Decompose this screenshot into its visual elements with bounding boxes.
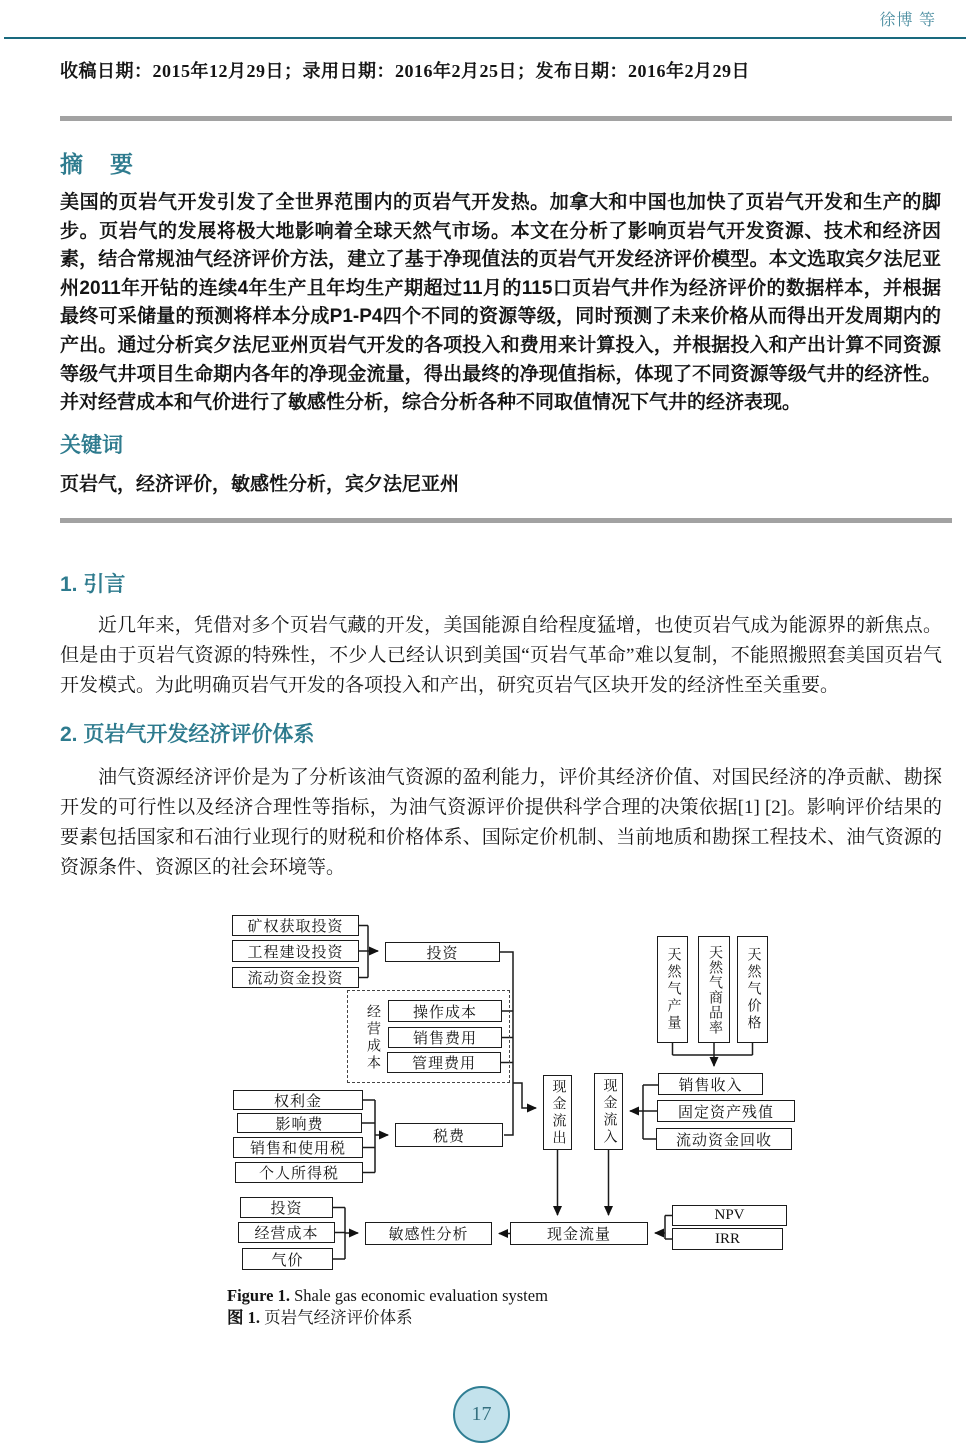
node-operating-cost-sensitivity: 经营成本 (238, 1222, 335, 1243)
node-cash-flow: 现金流量 (510, 1222, 648, 1245)
node-admin-expense: 管理费用 (387, 1052, 501, 1073)
node-impact-fee: 影响费 (237, 1113, 362, 1133)
node-sales-use-tax: 销售和使用税 (233, 1137, 363, 1158)
section-separator (60, 518, 952, 523)
keywords-text: 页岩气，经济评价，敏感性分析，宾夕法尼亚州 (60, 474, 460, 495)
figure-1-caption (227, 1285, 548, 1329)
node-personal-income-tax: 个人所得税 (235, 1162, 363, 1183)
node-operation-cost: 操作成本 (388, 1000, 502, 1022)
node-royalty: 权利金 (233, 1090, 363, 1110)
node-working-capital-recovery: 流动资金回收 (656, 1128, 792, 1150)
header-rule (4, 37, 966, 39)
page-number: 17 (471, 1403, 492, 1425)
abstract-text: 美国的页岩气开发引发了全世界范围内的页岩气开发热。加拿大和中国也加快了页岩气开发和生产的脚步。页岩气的发展将极大地影响着全球天然气市场。本文在分析了影响页岩气开发资源、技术和经济因素，结合常规油气经济评价方法，建立了基于净现值法的页岩气开发经济评价模型。本文选取宾夕法尼亚州2011年开钻的连续4年生产且年均生产期超过11月的115口页岩气井作为经济评价的数据样本，并根据最终可采储量的预测将样本分成P1-P4四个不同的资源等级，同时预测了未来价格从而得出开发周期内的产出。通过分析宾夕法尼亚州页岩气开发的各项投入和费用来计算投入，并根据投入和产出计算不同资源等级气井项目生命期内各年的净现金流量，得出最终的净现值指标，体现了不同资源等级气井的经济性。并对经营成本和气价进行了敏感性分析，综合分析各种不同取值情况下气井的经济表现。 (60, 192, 941, 414)
figure-1-caption-zh-text: 页岩气经济评价体系 (260, 1308, 413, 1327)
page-number-badge (453, 1386, 510, 1443)
figure-1-caption-en-text: Shale gas economic evaluation system (289, 1286, 548, 1305)
node-npv: NPV (672, 1205, 787, 1226)
node-fixed-asset-salvage: 固定资产残值 (657, 1100, 795, 1122)
node-investment: 投资 (385, 942, 500, 962)
figure-1-caption-en-label: Figure 1. (227, 1286, 290, 1305)
node-investment-sensitivity: 投资 (240, 1197, 333, 1218)
node-mineral-rights-investment: 矿权获取投资 (232, 915, 359, 936)
running-head-author: 徐博 等 (879, 12, 936, 29)
node-construction-investment: 工程建设投资 (232, 940, 359, 962)
section-1-heading: 1. 引言 (60, 573, 126, 596)
node-sales-revenue: 销售收入 (658, 1073, 763, 1095)
node-irr: IRR (672, 1228, 783, 1250)
figure-1-caption-en (227, 1285, 548, 1307)
figure-1-flow-diagram (228, 905, 808, 1287)
keywords-heading: 关键词 (60, 434, 123, 457)
section-separator (60, 116, 952, 121)
section-2-paragraph: 油气资源经济评价是为了分析该油气资源的盈利能力，评价其经济价值、对国民经济的净贡献、勘探开发的可行性以及经济合理性等指标，为油气资源评价提供科学合理的决策依据[1] [2]。影响评价结果的要素包括国家和石油行业现行的财税和价格体系、国际定价机制、当前地质和勘探工程技术、油气资源的资源条件、资源区的社会环境等。 (60, 767, 942, 878)
section-2-heading: 2. 页岩气开发经济评价体系 (60, 723, 315, 746)
node-working-capital-investment: 流动资金投资 (232, 967, 359, 988)
node-cash-outflow: 现金流出 (543, 1075, 572, 1150)
section-1-paragraph: 近几年来，凭借对多个页岩气藏的开发，美国能源自给程度猛增，也使页岩气成为能源界的新焦点。但是由于页岩气资源的特殊性，不少人已经认识到美国“页岩气革命”难以复制，不能照搬照套美国页岩气开发模式。为此明确页岩气开发的各项投入和产出，研究页岩气区块开发的经济性至关重要。 (60, 615, 942, 696)
node-gas-price: 天然气价格 (737, 936, 768, 1043)
node-gas-price-sensitivity: 气价 (242, 1248, 333, 1270)
node-selling-expense: 销售费用 (388, 1027, 502, 1048)
submission-dates-line: 收稿日期：2015年12月29日；录用日期：2016年2月25日；发布日期：2016年2月29日 (60, 61, 750, 81)
node-taxes: 税费 (395, 1123, 503, 1147)
node-cash-inflow: 现金流入 (594, 1073, 623, 1150)
abstract-heading: 摘 要 (60, 151, 135, 177)
figure-1-caption-zh-label: 图 1. (227, 1308, 260, 1327)
figure-1-caption-zh (227, 1307, 548, 1329)
node-operating-cost-group-label: 经营成本 (365, 1004, 380, 1072)
node-gas-commodity-rate: 天然气商品率 (698, 936, 730, 1043)
node-gas-production: 天然气产量 (657, 936, 688, 1043)
node-sensitivity-analysis: 敏感性分析 (365, 1222, 492, 1245)
